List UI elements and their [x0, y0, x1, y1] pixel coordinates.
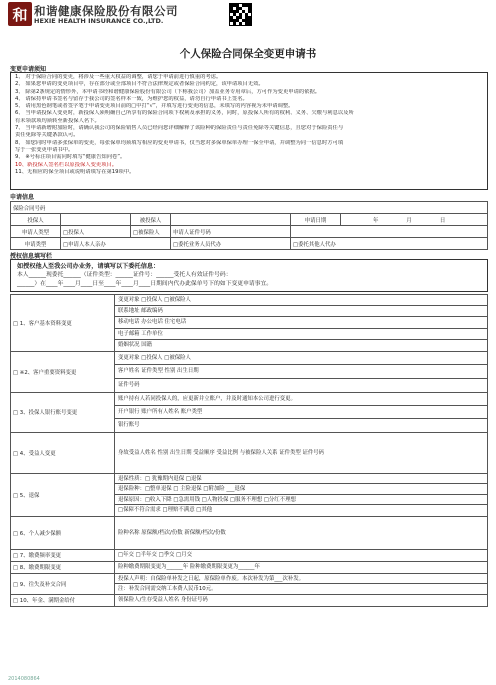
note-line: 1、 对于保险合同的变更，将涉及一些重大权益的调整，请您于申请前进行慎重的考虑。: [15, 74, 222, 80]
item-line: 变更对象 □投保人 □被保险人: [115, 352, 487, 365]
item-line: 变更对象 □投保人 □被保险人: [115, 295, 487, 306]
notes-box: [10, 72, 488, 190]
item-label[interactable]: □ 6、个人减少保额: [11, 516, 115, 549]
applicant-type-label: 申请人类型: [11, 226, 61, 238]
item-label[interactable]: □ 8、缴费期限变更: [11, 561, 115, 573]
item-label[interactable]: □ 4、受益人变更: [11, 432, 115, 473]
item-row: [11, 295, 488, 352]
company-name: 和谐健康保险股份有限公司: [34, 4, 178, 18]
item-line: 开户银行 账户所有人姓名 账户类型: [115, 406, 487, 419]
form-title: 个人保险合同保全变更申请书: [179, 48, 317, 60]
item-row: [11, 561, 488, 573]
item-line: 退保性质：□ 犹豫期内退保 □退保: [115, 474, 487, 485]
note-line: 有未领款项均须转至新投保人名下。: [15, 117, 100, 124]
item-content[interactable]: [115, 351, 488, 392]
auth-text3: ______）在____年____月____日至____年____月____日期间内代办此保单号下的如下变更申请事宜。: [17, 281, 273, 287]
item-content[interactable]: [115, 516, 488, 549]
note-line: 6、 当申请投保人变更时，新投保人须明确自己所享有的保险合同项下权利及承担的义务，同时，原投保人所有的权利、义务、欠缴与利息以及所: [15, 110, 354, 117]
items-table: [10, 294, 488, 607]
item-line: 注：补发合同需交纳工本费人民币10元。: [118, 585, 217, 592]
app-info-heading: 申请信息: [10, 194, 35, 201]
item-line: 电子邮箱 工作单位: [115, 329, 487, 340]
date-label: 申请日期: [291, 214, 341, 226]
auth-box: [10, 259, 488, 292]
note-line: 2、 如果您申请的变更项目中，存在部分或全部项目不符合法律规定或者保险合同约定，该申请项目无效。: [15, 81, 264, 88]
item-content[interactable]: [115, 549, 488, 561]
item-label[interactable]: □ 7、缴费频率变更: [11, 549, 115, 561]
item-line: 证件号码: [118, 381, 140, 388]
item-line: 账户持有人若同投保人的，应更新并立账户，并及时通知本公司进行变更。: [115, 393, 487, 406]
qr-code-icon: [229, 3, 252, 26]
apply-way-label: 申请类型: [11, 238, 61, 250]
item-row: [11, 573, 488, 594]
item-content[interactable]: [115, 473, 488, 516]
item-label[interactable]: □ ※2、客户重要资料变更: [11, 351, 115, 392]
item-content[interactable]: [115, 295, 488, 352]
item-line: 客户姓名 证件类型 性别 出生日期: [115, 365, 487, 378]
item-label[interactable]: □ 1、客户基本资料变更: [11, 295, 115, 352]
item-line: 投保人声明：自保险单补发之日起，原保险单作废。本次补发为第___次补发。: [115, 574, 487, 584]
note-line: 11、无相应的保全项目或说明请填写在第19项中。: [15, 168, 135, 175]
item-row: [11, 432, 488, 473]
item-content[interactable]: [115, 432, 488, 473]
item-row: [11, 351, 488, 392]
note-line: 9、 ※号标注项目需同时填写“健康告知问卷”。: [15, 154, 126, 161]
note-line: 5、 请用黑色钢笔或者签字笔于申请变更项目前的□中打“√”，并填写进行变更的信息，未填写的内容视为未申请调整。: [15, 103, 294, 110]
item-line: 退保险种：□整单退保 □ 主险退保 □附加险 ___退保: [115, 484, 487, 495]
company-logo: 和: [8, 2, 32, 26]
item-content[interactable]: [115, 561, 488, 573]
item-row: [11, 392, 488, 432]
opt-other[interactable]: □委托其他人代办: [291, 238, 488, 250]
item-line: 领保险人/生存受益人姓名 身份证号码: [118, 596, 208, 603]
item-line: 险种名称 原保额/档次/份数 新保额/档次/份数: [118, 529, 226, 536]
item-line: 银行账号: [118, 421, 140, 428]
item-row: [11, 549, 488, 561]
item-row: [11, 473, 488, 516]
item-line: 婚姻状况 国籍: [118, 341, 153, 348]
date-field[interactable]: 年 月 日: [341, 214, 488, 226]
note-line: 4、 请保持申请书签名与留存于我公司的签名样本一致，为维护您的权益，请勿自行申请书上签名。: [15, 95, 248, 102]
note-line: 8、 如您同时申请多张保单的变更，每张保单均须填写相应的变更申请书，仅当您对多保单保单办理一保全申请，并调整为同一信息时方可填: [15, 139, 344, 146]
item-line: □保障不符合需求 □理赔不满意 □其他: [118, 507, 213, 514]
applicant-id-field[interactable]: [291, 226, 488, 238]
auth-heading: 授权信息填写栏: [10, 253, 53, 260]
note-line: 责任免除等关键条款认可。: [15, 132, 79, 139]
note-line: 3、 除第2条规定的情形外，本申请书经和谐健康保险股份有限公司（下称我公司）加盖业务专用章后，方可作为变更申请的依据。: [15, 88, 321, 95]
item-line: 险种缴费期限变更为______年 险种缴费期限变更为______年: [118, 563, 260, 570]
applicant-id-label: 申请人证件号码: [171, 226, 291, 238]
applicant-label: 投保人: [11, 214, 61, 226]
item-line: □年交 □半年交 □季交 □月交: [118, 551, 193, 558]
note-line: 7、 当申请新增附加险时，请确认我公司的保险销售人员已经向您详细解释了该险种的保险责任与责任免除等关键信息，且您对于保险责任与: [15, 125, 344, 132]
item-line: 移动电话 办公电话 住宅电话: [115, 317, 487, 328]
item-line: 联系地址 邮政编码: [115, 306, 487, 317]
item-label[interactable]: □ 10、年金、满期金给付: [11, 594, 115, 606]
item-label[interactable]: □ 3、投保人银行账号变更: [11, 392, 115, 432]
app-info-table: [10, 201, 488, 250]
auth-text1: 如授权他人至我公司办业务，请填写以下委托信息：: [17, 263, 160, 270]
footer-code: 2014080864: [8, 676, 40, 682]
opt-agent[interactable]: □委托业务人员代办: [171, 238, 291, 250]
opt-insured[interactable]: □被保险人: [131, 226, 171, 238]
item-content[interactable]: [115, 594, 488, 606]
notes-heading: 变更申请须知: [10, 66, 47, 73]
item-line: 退保原因：□收入下降 □急需用钱 □人物投保 □服务不理想 □分红不理想: [115, 495, 487, 506]
auth-text2: 本人______现委托______（证件类型：______证件号：______受托人有效证件号码：: [17, 272, 232, 278]
company-name-en: HEXIE HEALTH INSURANCE CO.,LTD.: [34, 17, 164, 25]
item-row: [11, 516, 488, 549]
item-label[interactable]: □ 5、退保: [11, 473, 115, 516]
item-row: [11, 594, 488, 606]
opt-applicant[interactable]: □投保人: [61, 226, 131, 238]
item-label[interactable]: □ 9、往失及补交合同: [11, 573, 115, 594]
item-content[interactable]: [115, 392, 488, 432]
policy-no-label: 保险合同号码: [11, 202, 488, 214]
note-line: 10、新投保人签名栏以原投保人变更项目。: [15, 161, 118, 168]
note-line: 写于一张变更申请书中。: [15, 146, 74, 153]
item-content[interactable]: [115, 573, 488, 594]
opt-self[interactable]: □申请人本人亲办: [61, 238, 171, 250]
insured-label: 被投保人: [131, 214, 171, 226]
item-line: 身故受益人姓名 性别 出生日期 受益顺序 受益比例 与被保险人关系 证件类型 证件号码: [118, 449, 325, 456]
